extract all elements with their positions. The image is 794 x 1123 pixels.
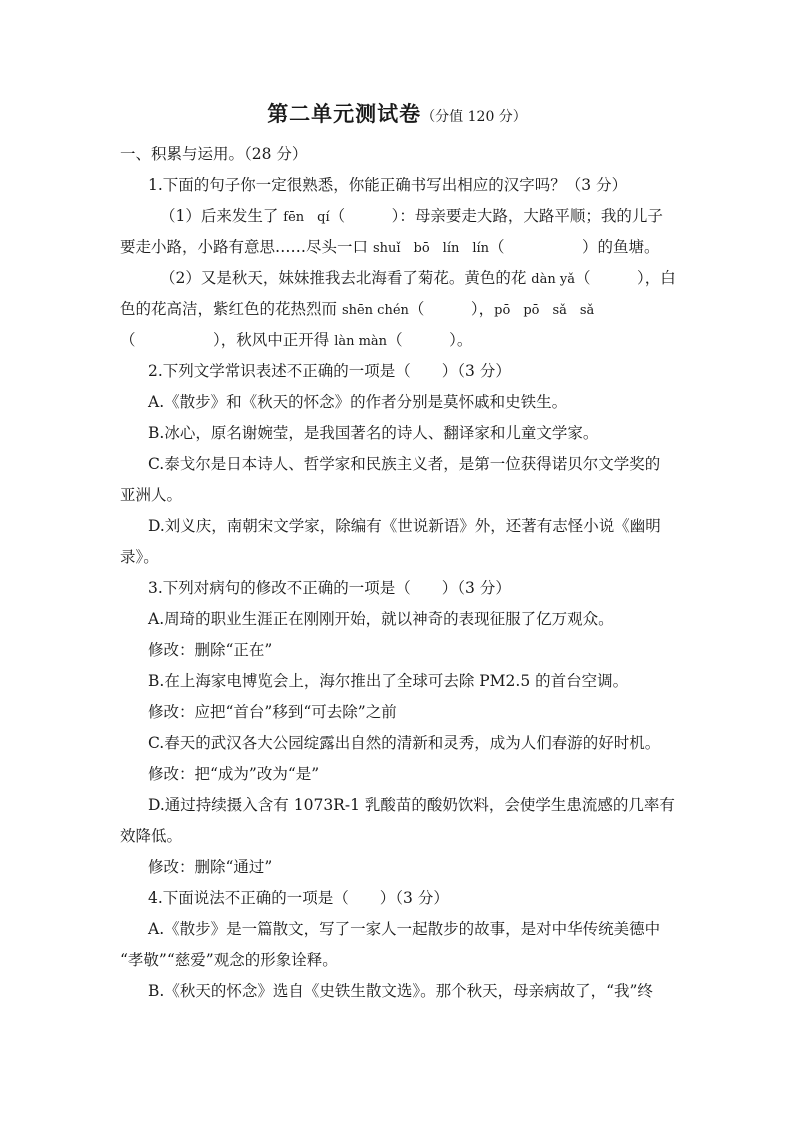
question-3-option-b: B.在上海家电博览会上，海尔推出了全球可去除 PM2.5 的首台空调。 (148, 672, 629, 690)
text-segment: （2）又是秋天，妹妹推我去北海看了菊花。黄色的花 (160, 269, 532, 287)
question-1-line-4 (120, 299, 594, 319)
text-segment: 色的花高洁，紫红色的花热烈而 (120, 300, 342, 318)
answer-blank: （ ），白 (574, 269, 676, 287)
question-2-option-c-cont: 亚洲人。 (120, 486, 183, 504)
question-1-stem: 1.下面的句子你一定很熟悉，你能正确书写出相应的汉字吗？（3 分） (148, 176, 628, 194)
pinyin-danya: dàn yǎ (531, 272, 575, 287)
question-1-line-2 (120, 237, 660, 257)
question-2-option-a: A.《散步》和《秋天的怀念》的作者分别是莫怀戚和史铁生。 (148, 393, 568, 411)
question-3-option-c-fix: 修改：把“成为”改为“是” (148, 765, 320, 783)
question-2-option-d: D.刘义庆，南朝宋文学家，除编有《世说新语》外，还著有志怪小说《幽明 (148, 517, 661, 535)
question-3-option-b-fix: 修改：应把“首台”移到“可去除”之前 (148, 703, 397, 721)
answer-blank: （ ）的鱼塘。 (489, 238, 660, 256)
question-4-option-b: B.《秋天的怀念》选自《史铁生散文选》。那个秋天，母亲病故了，“我”终 (148, 982, 653, 1000)
question-4-option-a-cont: “孝敬”“慈爱”观念的形象诠释。 (120, 951, 338, 969)
question-2-option-b: B.冰心，原名谢婉莹，是我国著名的诗人、翻译家和儿童文学家。 (148, 424, 599, 442)
pinyin-fenqi: fēn qí (283, 210, 330, 225)
question-3-option-d-cont: 效降低。 (120, 827, 183, 845)
question-2-option-c: C.泰戈尔是日本诗人、哲学家和民族主义者，是第一位获得诺贝尔文学奖的 (148, 455, 661, 473)
pinyin-shuibolinlin: shuǐ bō lín lín (372, 241, 490, 256)
answer-blank: （ ）。 (387, 331, 473, 349)
question-3-option-c: C.春天的武汉各大公园绽露出自然的清新和灵秀，成为人们春游的好时机。 (148, 734, 661, 752)
question-2-option-d-cont: 录》。 (120, 548, 159, 566)
question-2-stem: 2.下列文学常识表述不正确的一项是（ ）（3 分） (148, 362, 511, 380)
question-3-option-d: D.通过持续摄入含有 1073R-1 乳酸苗的酸奶饮料，会使学生患流感的几率有 (148, 796, 675, 814)
pinyin-lanman: làn màn (334, 334, 388, 349)
answer-blank: （ ），秋风中正开得 (120, 331, 335, 349)
title-score: （分值 120 分） (421, 109, 527, 125)
section-heading: 一、积累与运用。（28 分） (120, 145, 308, 163)
question-3-option-a-fix: 修改：删除“正在” (148, 641, 273, 659)
page-title (0, 98, 794, 128)
text-segment: （1）后来发生了 (160, 207, 284, 225)
pinyin-shenchen: shēn chén (341, 303, 409, 318)
question-1-line-1 (160, 206, 663, 226)
pinyin-popososa: pō pō sǎ sǎ (494, 303, 595, 318)
answer-blank: （ ）：母亲要走大路，大路平顺；我的儿子 (329, 207, 663, 225)
question-3-option-d-fix: 修改：删除“通过” (148, 858, 273, 876)
question-1-line-3 (160, 268, 676, 288)
question-4-option-a: A.《散步》是一篇散文，写了一家人一起散步的故事，是对中华传统美德中 (148, 920, 661, 938)
answer-blank: （ ）， (408, 300, 495, 318)
question-1-line-5 (120, 330, 472, 350)
title-main: 第二单元测试卷 (267, 101, 422, 126)
text-segment: 要走小路，小路有意思……尽头一口 (120, 238, 373, 256)
question-3-stem: 3.下列对病句的修改不正确的一项是（ ）（3 分） (148, 579, 511, 597)
question-4-stem: 4.下面说法不正确的一项是（ ）（3 分） (148, 889, 449, 907)
question-3-option-a: A.周琦的职业生涯正在刚刚开始，就以神奇的表现征服了亿万观众。 (148, 610, 614, 628)
